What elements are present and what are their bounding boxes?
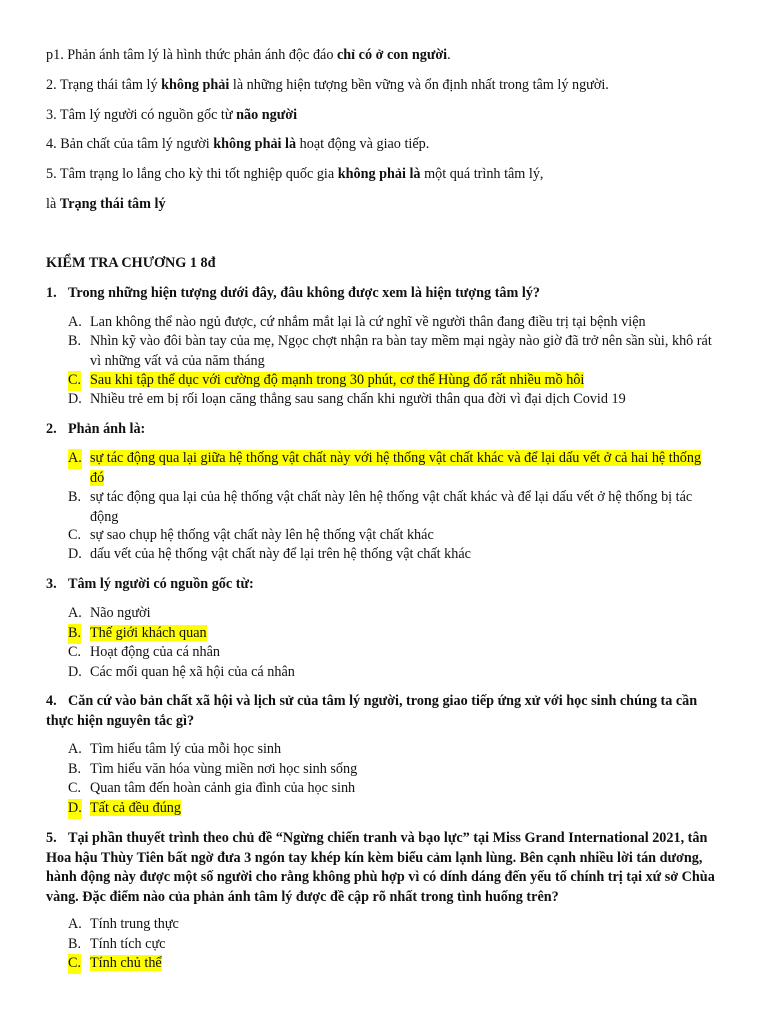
option-letter: D. — [68, 546, 82, 562]
note-bold: không phải — [161, 77, 230, 93]
option-text-highlighted: Tính chủ thể — [90, 955, 162, 971]
option-letter: B. — [68, 761, 82, 777]
question-4-option-b — [68, 760, 718, 780]
note-text: là những hiện tượng bền vững và ổn định nhất trong tâm lý người. — [229, 77, 609, 93]
question-4-option-d — [68, 799, 718, 819]
option-letter: A. — [68, 314, 82, 330]
note-line-2 — [46, 76, 728, 96]
note-bold: không phải là — [213, 136, 297, 152]
note-line-1 — [46, 46, 728, 66]
option-text: Tìm hiểu tâm lý của mỗi học sinh — [90, 741, 282, 757]
option-text: Tìm hiểu văn hóa vùng miền nơi học sinh sống — [90, 761, 358, 777]
question-1-option-a — [68, 313, 718, 333]
question-text: Căn cứ vào bản chất xã hội và lịch sử của tâm lý người, trong giao tiếp ứng xử với học sinh chúng ta cần thực hiện nguyên tắc gì? — [46, 693, 698, 729]
question-4 — [46, 692, 726, 731]
question-5-option-b — [68, 935, 718, 955]
note-bold: não người — [236, 107, 298, 123]
option-letter: D. — [68, 664, 82, 680]
question-text: Phản ánh là: — [68, 421, 146, 437]
option-letter: C. — [68, 954, 81, 974]
question-3-option-b — [68, 624, 718, 644]
option-text: Nhìn kỹ vào đôi bàn tay của mẹ, Ngọc chợt nhận ra bàn tay mềm mại ngày nào giờ đã trở nên sần sùi, khô rát vì những vất vả của năm tháng — [90, 333, 712, 369]
question-number: 4. — [46, 693, 57, 709]
question-number: 3. — [46, 576, 57, 592]
option-text: Lan không thể nào ngủ được, cứ nhắm mắt lại là cứ nghĩ về người thân đang điều trị tại bệnh viện — [90, 314, 646, 330]
option-text-highlighted: sự tác động qua lại giữa hệ thống vật chất này với hệ thống vật chất khác và để lại dấu vết ở cả hai hệ thống đó — [90, 450, 702, 486]
question-3 — [46, 575, 726, 595]
question-5-option-c — [68, 954, 718, 974]
option-text-highlighted: Sau khi tập thể dục với cường độ mạnh trong 30 phút, cơ thể Hùng đổ rất nhiều mồ hôi — [90, 372, 585, 388]
question-2-option-c — [68, 526, 718, 546]
question-number: 1. — [46, 285, 57, 301]
question-4-option-c — [68, 779, 718, 799]
question-1 — [46, 284, 726, 304]
option-text: Tính tích cực — [90, 936, 166, 952]
note-text: 5. Tâm trạng lo lắng cho kỳ thi tốt nghiệp quốc gia — [46, 166, 338, 182]
option-letter: C. — [68, 527, 82, 543]
note-line-5 — [46, 165, 728, 185]
note-text: hoạt động và giao tiếp. — [296, 136, 430, 152]
option-text: Tính trung thực — [90, 916, 179, 932]
question-2 — [46, 420, 726, 440]
note-line-3 — [46, 106, 728, 126]
note-text: một quá trình tâm lý, — [420, 166, 544, 182]
option-letter: A. — [68, 741, 82, 757]
option-letter: C. — [68, 780, 82, 796]
question-2-option-b — [68, 488, 718, 527]
option-letter: C. — [68, 644, 82, 660]
option-letter: B. — [68, 489, 82, 505]
question-2-option-d — [68, 545, 718, 565]
question-1-option-c — [68, 371, 718, 391]
option-letter: C. — [68, 371, 81, 391]
question-5-option-a — [68, 915, 718, 935]
option-text: Não người — [90, 605, 151, 621]
section-title: KIỂM TRA CHƯƠNG 1 8đ — [46, 255, 216, 271]
note-text: là — [46, 196, 60, 212]
option-letter: B. — [68, 936, 82, 952]
option-text: sự sao chụp hệ thống vật chất này lên hệ thống vật chất khác — [90, 527, 434, 543]
question-3-option-d — [68, 663, 718, 683]
option-letter: D. — [68, 391, 82, 407]
option-text: sự tác động qua lại của hệ thống vật chất này lên hệ thống vật chất khác và để lại dấu vết ở hệ thống bị tác động — [90, 489, 693, 525]
question-4-option-a — [68, 740, 718, 760]
note-line-6 — [46, 195, 728, 215]
question-3-option-a — [68, 604, 718, 624]
question-1-option-b — [68, 332, 718, 371]
option-letter: A. — [68, 449, 82, 469]
question-1-option-d — [68, 390, 718, 410]
note-bold: không phải là — [337, 166, 421, 182]
question-text: Tâm lý người có nguồn gốc từ: — [68, 576, 254, 592]
question-5 — [46, 829, 726, 907]
option-text: Nhiều trẻ em bị rối loạn căng thẳng sau sang chấn khi người thân qua đời vì đại dịch Covid 19 — [90, 391, 626, 407]
note-line-4 — [46, 135, 728, 155]
option-text-highlighted: Tất cả đều đúng — [90, 800, 181, 816]
note-bold: chỉ có ở con người — [336, 47, 448, 63]
note-text: p1. Phản ánh tâm lý là hình thức phản ánh độc đáo — [46, 47, 337, 63]
option-text: dấu vết của hệ thống vật chất này để lại trên hệ thống vật chất khác — [90, 546, 471, 562]
note-text: . — [447, 47, 451, 63]
question-number: 2. — [46, 421, 57, 437]
option-text: Các mối quan hệ xã hội của cá nhân — [90, 664, 295, 680]
note-bold: Trạng thái tâm lý — [59, 196, 166, 212]
question-text: Trong những hiện tượng dưới đây, đâu không được xem là hiện tượng tâm lý? — [68, 285, 541, 301]
option-text: Hoạt động của cá nhân — [90, 644, 221, 660]
question-3-option-c — [68, 643, 718, 663]
option-letter: A. — [68, 916, 82, 932]
question-2-option-a — [68, 449, 718, 488]
option-text: Quan tâm đến hoàn cảnh gia đình của học sinh — [90, 780, 356, 796]
option-letter: B. — [68, 333, 82, 349]
note-text: 4. Bản chất của tâm lý người — [46, 136, 214, 152]
option-letter: B. — [68, 624, 81, 644]
option-text-highlighted: Thế giới khách quan — [90, 625, 207, 641]
question-number: 5. — [46, 830, 57, 846]
note-text: 3. Tâm lý người có nguồn gốc từ — [46, 107, 237, 123]
option-letter: A. — [68, 605, 82, 621]
option-letter: D. — [68, 799, 82, 819]
note-text: 2. Trạng thái tâm lý — [46, 77, 162, 93]
question-text: Tại phần thuyết trình theo chủ đề “Ngừng chiến tranh và bạo lực” tại Miss Grand International 2021, tân Hoa hậu Thùy Tiên bất ngờ đưa 3 ngón tay khép kín kèm biểu cảm lạnh lùng. Bên cạnh nhiều lời tán dương, hành động này được một số người cho rằng không phù hợp vì có dính dáng đến yếu tố chính trị tại xứ sở Chùa vàng. Đặc điểm nào của phản ánh tâm lý được đề cập rõ nhất trong tình huống trên? — [46, 830, 715, 905]
